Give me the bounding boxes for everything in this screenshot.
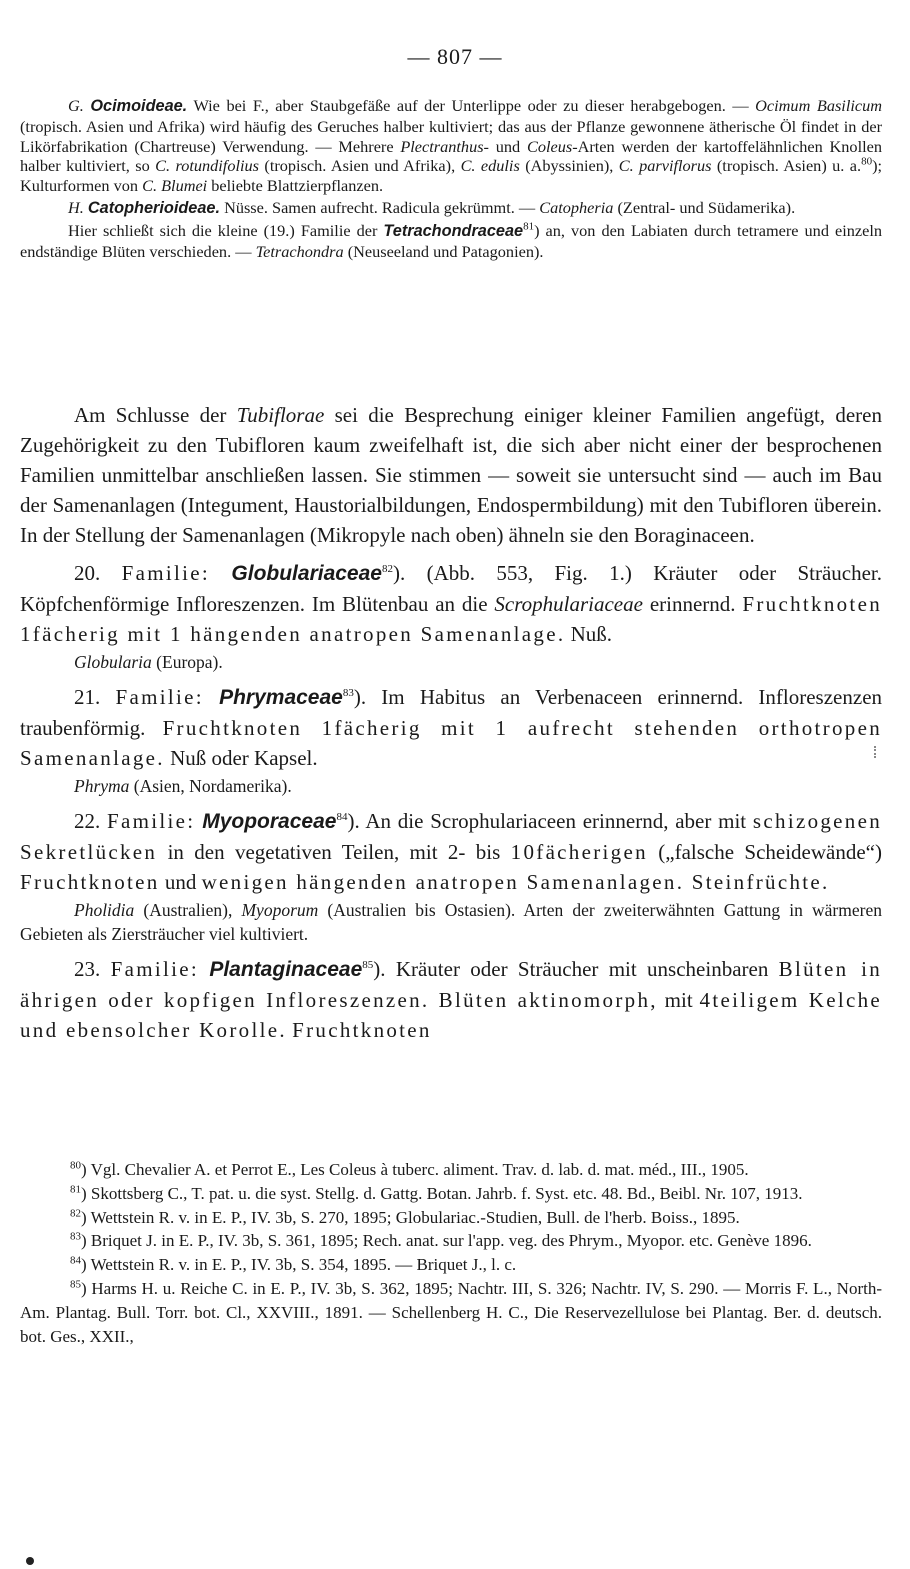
spaced-text: schizogenen Sekretlücken: [20, 809, 883, 864]
family-name: Globulariaceae: [231, 562, 382, 585]
species-name: Ocimum Basilicum: [755, 96, 882, 115]
family-name: Phrymaceae: [219, 686, 343, 709]
footnote-text: ) Briquet J. in E. P., IV. 3b, S. 361, 1895; Rech. anat. sur l'app. veg. des Phrym., Myopor. etc. Genève 1896.: [81, 1231, 812, 1251]
main-text-section: [20, 400, 882, 1045]
text: (Asien, Nordamerika).: [129, 776, 292, 796]
intro-paragraph: [20, 400, 882, 550]
species-name: C. edulis: [460, 156, 520, 176]
page-number: — 807 —: [407, 44, 503, 69]
text: Wie bei F., aber Staubgefäße auf der Unterlippe oder zu dieser herabgebogen. —: [187, 96, 756, 115]
family-21-genera: [20, 774, 882, 798]
text: und: [159, 870, 202, 894]
text: ). An die Scrophulariaceen erinnernd, aber mit: [347, 809, 753, 833]
text: - und: [483, 136, 527, 156]
footnote-text: ) Skottsberg C., T. pat. u. die syst. Stellg. d. Gattg. Botan. Jahrb. f. Syst. etc. 48. Bd., Beibl. Nr. 107, 1913.: [81, 1183, 803, 1203]
spaced-text: Fruchtknoten: [20, 870, 160, 894]
text: -Arten werden der kartoffelähnlichen Knollen halber kultiviert, so: [20, 136, 882, 176]
spaced-text: 10fächerigen: [510, 840, 648, 864]
subfamily-g-paragraph: [20, 96, 882, 196]
text: ). (Abb. 553, Fig. 1.) Kräuter oder Sträucher. Köpfchenförmige Infloreszenzen. Im Blütenbau an die: [20, 561, 883, 616]
text: mit: [657, 988, 700, 1012]
subfamily-g-name: Ocimoideae.: [90, 97, 188, 115]
text: erinnernd.: [642, 592, 743, 616]
family-22-genera: [20, 898, 882, 946]
genus-name: Globularia: [74, 652, 152, 672]
footnote-number: 82: [70, 1206, 81, 1219]
spaced-text: Blüten in ährigen oder kopfigen Infloreszenzen. Blüten aktinomorph,: [20, 957, 883, 1012]
footnote-85: [20, 1277, 882, 1348]
footnote-ref: 83: [342, 687, 354, 699]
family-21-paragraph: [20, 682, 882, 773]
spaced-text: 4teiligem Kelche und ebensolcher Korolle.: [20, 988, 882, 1042]
family-23-paragraph: [20, 954, 882, 1045]
genus-name: Tetrachondra: [255, 241, 344, 261]
footnote-text: ) Vgl. Chevalier A. et Perrot E., Les Coleus à tuberc. aliment. Trav. d. lab. d. mat. méd., III., 1905.: [81, 1160, 749, 1179]
text: beliebte Blattzierpflanzen.: [207, 176, 384, 196]
footnotes-section: [20, 1158, 882, 1348]
family-italic: Scrophulariaceae: [494, 592, 643, 616]
footnote-83: [20, 1229, 882, 1253]
text: ). Im Habitus an Verbenaceen erinnernd. Infloreszenzen traubenförmig.: [20, 685, 883, 740]
species-name: C. rotundifolius: [155, 156, 259, 176]
genus-name: Coleus: [526, 136, 573, 156]
spaced-text: Fruchtknoten: [292, 1018, 432, 1042]
spaced-text: wenigen hängenden anatropen Samenanlagen. Steinfrüchte.: [201, 870, 830, 894]
footnote-number: 83: [70, 1230, 81, 1243]
order-name: Tubiflorae: [236, 403, 325, 427]
text: (Zentral- und Südamerika).: [613, 197, 796, 217]
genus-name: Plectranthus: [400, 136, 484, 156]
footnote-80: [20, 1158, 882, 1182]
text: Hier schließt sich die kleine (19.) Familie der: [68, 220, 384, 240]
footnote-number: 80: [70, 1159, 81, 1172]
text: („falsche Scheidewände“): [647, 840, 882, 864]
text: (tropisch. Asien) u. a.: [711, 156, 862, 176]
text: ); Kulturformen von: [20, 156, 883, 196]
footnote-ref: 84: [336, 811, 348, 823]
genus-name: Catopheria: [539, 197, 614, 217]
family-22-paragraph: [20, 806, 882, 897]
footnote-text: ) Harms H. u. Reiche C. in E. P., IV. 3b, S. 362, 1895; Nachtr. III, S. 326; Nachtr. IV, S. 290. — Morris F. L., North-Am. Plantag. Bull. Torr. bot. Cl., XXVIII., 1891. — Schellenberg H. C., Die Reservezellulose bei Plantag. Ber. d. deutsch. bot. Ges., XXII.,: [20, 1278, 882, 1346]
family-number: 20.: [74, 561, 122, 585]
text: Nuß.: [565, 622, 613, 646]
footnote-text: ) Wettstein R. v. in E. P., IV. 3b, S. 270, 1895; Globulariac.-Studien, Bull. de l'herb. Boiss., 1895.: [81, 1207, 740, 1227]
family-name: Plantaginaceae: [209, 958, 363, 981]
footnote-ref: 85: [362, 959, 374, 971]
footnote-number: 85: [70, 1278, 81, 1291]
family-number: 23.: [74, 957, 111, 981]
footnote-81: [20, 1182, 882, 1206]
text: Nüsse. Samen aufrecht. Radicula gekrümmt. —: [220, 197, 540, 217]
footnote-ref: 82: [381, 563, 393, 575]
spaced-text: Fruchtknoten 1fächerig mit 1 aufrecht stehenden orthotropen Samenanlage.: [20, 716, 882, 770]
genus-name: Phryma: [74, 776, 130, 796]
family-name: Myoporaceae: [202, 810, 337, 833]
subfamily-h-letter: H.: [68, 197, 84, 217]
margin-mark: [874, 746, 878, 758]
text: sei die Besprechung einiger kleiner Familien angefügt, deren Zugehörigkeit zu den Tubifloren kaum zweifelhaft ist, die sich aber nicht einer der besprochenen Familien unmittelbar anschließen lassen. Sie stimmen — soweit sie untersucht sind — auch im Bau der Samenanlagen (Integument, Haustorialbildungen, Endospermbildung) mit den Tubifloren überein. In der Stellung der Samenanlagen (Mikropyle nach oben) ähneln sie den Boraginaceen.: [20, 403, 882, 547]
footnote-text: ) Wettstein R. v. in E. P., IV. 3b, S. 354, 1895. — Briquet J., l. c.: [81, 1255, 517, 1275]
family-20-genera: [20, 650, 882, 674]
spaced-text: Fruchtknoten 1fächerig mit 1 hängenden anatropen Samenanlage.: [20, 592, 882, 646]
species-name: C. parviflorus: [618, 156, 712, 176]
text: (tropisch. Asien und Afrika),: [259, 156, 461, 176]
genus-name: Pholidia: [74, 900, 135, 920]
subfamily-g-letter: G.: [68, 96, 84, 115]
footnote-number: 84: [70, 1254, 81, 1267]
text: in den vegetativen Teilen, mit 2- bis: [157, 840, 511, 864]
family-20-paragraph: [20, 558, 882, 649]
family-name: Tetrachondraceae: [383, 221, 524, 240]
text: Am Schlusse der: [74, 403, 237, 427]
subfamily-h-paragraph: [20, 198, 882, 219]
family-number: 21.: [74, 685, 116, 709]
family-label: Familie:: [110, 957, 199, 981]
family-label: Familie:: [115, 685, 204, 709]
family-number: 22.: [74, 809, 108, 833]
text: ). Kräuter oder Sträucher mit unscheinbaren: [373, 957, 779, 981]
footnote-ref: 81: [523, 220, 535, 233]
text: Nuß oder Kapsel.: [164, 746, 318, 770]
text: (tropisch. Asien und Afrika) wird häufig des Geruches halber kultiviert; das aus der Pflanze gewonnene ätherische Öl findet in der Likörfabrikation (Chartreuse) Verwendung. — Mehrere: [20, 116, 882, 156]
text: (Australien),: [134, 900, 242, 920]
scan-speck: [26, 1557, 34, 1565]
text: (Europa).: [151, 652, 223, 672]
family-label: Familie:: [121, 561, 211, 585]
footnote-number: 81: [70, 1183, 81, 1196]
genus-name: Myoporum: [241, 900, 319, 920]
small-print-section: [20, 96, 882, 261]
footnote-ref: 80: [861, 155, 873, 168]
footnote-84: [20, 1253, 882, 1277]
tetrachondraceae-paragraph: [20, 221, 882, 262]
family-label: Familie:: [107, 809, 196, 833]
footnote-82: [20, 1206, 882, 1230]
species-name: C. Blumei: [142, 176, 208, 196]
text: ) an, von den Labiaten durch tetramere und einzeln endständige Blüten verschieden. —: [20, 220, 882, 261]
text: (Neuseeland und Patagonien).: [343, 241, 544, 261]
text: (Abyssinien),: [519, 156, 619, 176]
text: (Australien bis Ostasien). Arten der zweiterwähnten Gattung in wärmeren Gebieten als Ziersträucher viel kultiviert.: [20, 900, 882, 944]
subfamily-h-name: Catopherioideae.: [87, 198, 220, 217]
